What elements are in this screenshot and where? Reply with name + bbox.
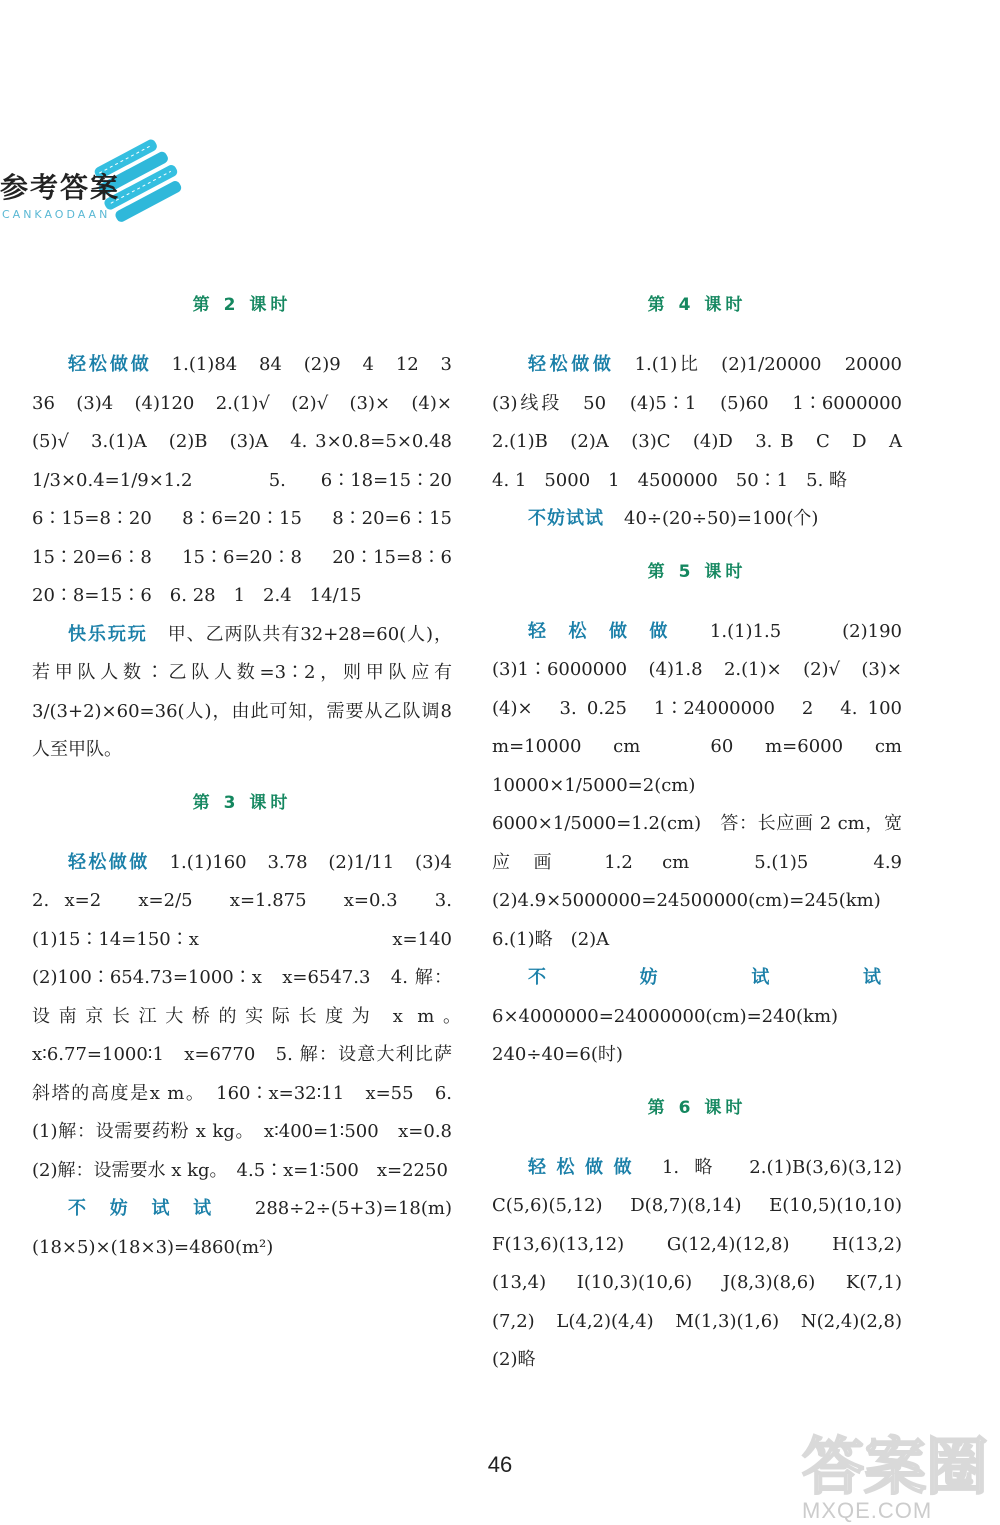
watermark-text: 答案圈 [801, 1430, 989, 1503]
section-title-lesson-3: 第 3 课时 [192, 792, 292, 813]
watermark-url: MXQE.COM [802, 1498, 933, 1523]
header-subtitle: CANKAODAAN [2, 208, 111, 221]
section-title-lesson-6: 第 6 课时 [647, 1097, 747, 1118]
label-easy-practice: 轻松做做 [68, 354, 152, 375]
label-easy-practice: 轻松做做 [528, 354, 615, 375]
lesson-5-try-it-text: 6×4000000=24000000(cm)=240(km) 240÷40=6(时) [492, 1005, 857, 1065]
header-title: 参考答案 [0, 171, 121, 204]
lesson-5-easy-practice-text: 1.(1)1.5 (2)190 (3)1∶6000000 (4)1.8 2.(1)× (2)√ (3)× (4)× 3. 0.25 1∶24000000 2 4. 100 m=10000 cm 60 m=6000 cm 10000×1/5000=2(cm) 6000×1/5000=1.2(cm) 答：长应画 2 cm，宽应画 1.2 cm 5.(1)5 4.9 (2)4.9×5000000=24500000(cm)=245(km) 6.(1)略 (2)A [492, 620, 921, 950]
left-column [32, 290, 471, 1267]
label-try-it: 不妨试试 [68, 1198, 235, 1219]
lesson-4-try-it-text: 40÷(20÷50)=100(个) [624, 508, 819, 529]
lesson-3-easy-practice-text: 1.(1)160 3.78 (2)1/11 (3)4 2. x=2 x=2/5 x=1.875 x=0.3 3.(1)15∶14=150∶x x=140 (2)100∶654.73=1000∶x x=6547.3 4. 解：设南京长江大桥的实际长度为 x m。 x∶6.77=1000∶1 x=6770 5. 解：设意大利比萨斜塔的高度是x m。 160∶x=32∶11 x=55 6.(1)解：设需要药粉 x kg。 x∶400=1∶500 x=0.8 (2)解：设需要水 x kg。 4.5∶x=1∶500 x=2250 [32, 851, 470, 1181]
section-title-lesson-4: 第 4 课时 [647, 295, 747, 315]
lesson-3-easy-practice [32, 844, 470, 1191]
right-column [492, 290, 921, 1380]
label-easy-practice: 轻松做做 [68, 851, 150, 873]
lesson-4-try-it [492, 500, 902, 539]
answer-key-header [0, 118, 200, 228]
label-fun-play: 快乐玩玩 [68, 623, 148, 645]
lesson-6-easy-practice [492, 1149, 921, 1380]
lesson-6-easy-practice-text: 1. 略 2.(1)B(3,6)(3,12) C(5,6)(5,12) D(8,7)(8,14) E(10,5)(10,10) F(13,6)(13,12) G(12,4)(12,8) H(13,2)(13,4) I(10,3)(10,6) J(8,3)(8,6) K(7,1)(7,2) L(4,2)(4,4) M(1,3)(1,6) N(2,4)(2,8) (2)略 [492, 1156, 921, 1370]
lesson-2-fun-play-text: 甲、乙两队共有32+28=60(人)，若甲队人数∶乙队人数=3∶2，则甲队应有3/(3+2)×60=36(人)，由此可知，需要从乙队调8人至甲队。 [32, 623, 453, 760]
lesson-2-fun-play [32, 616, 452, 770]
lesson-5-try-it [492, 959, 902, 1075]
label-try-it: 不妨试试 [528, 508, 604, 529]
label-try-it: 不妨试试 [528, 967, 882, 988]
lesson-5-easy-practice [492, 613, 921, 960]
lesson-4-easy-practice-text: 1.(1)比 (2)1/20000 20000 (3)线段 50 (4)5∶1 (5)60 1∶6000000 2.(1)B (2)A (3)C (4)D 3. B C D A 4. 1 5000 1 4500000 50∶1 5. 略 [492, 354, 920, 491]
page-number: 46 [487, 1452, 513, 1477]
lesson-4-easy-practice [492, 346, 920, 500]
section-title-lesson-2: 第 2 课时 [192, 295, 292, 315]
lesson-3-try-it [32, 1190, 470, 1267]
lesson-3-try-it-text: 288÷2÷(5+3)=18(m) (18×5)×(18×3)=4860(m²) [32, 1198, 470, 1258]
label-easy-practice: 轻松做做 [528, 620, 690, 642]
section-title-lesson-5: 第 5 课时 [647, 561, 747, 582]
lesson-2-easy-practice-text: 1.(1)84 84 (2)9 4 12 3 36 (3)4 (4)120 2.(1)√ (2)√ (3)× (4)× (5)√ 3.(1)A (2)B (3)A 4. 3×0.8=5×0.48 1/3×0.4=1/9×1.2 5. 6∶18=15∶20 6∶15=8∶20 8∶6=20∶15 8∶20=6∶15 15∶20=6∶8 15∶6=20∶8 20∶15=8∶6 20∶8=15∶6 6. 28 1 2.4 14/15 [32, 354, 471, 606]
label-easy-practice: 轻松做做 [528, 1156, 642, 1178]
lesson-2-easy-practice [32, 346, 471, 616]
